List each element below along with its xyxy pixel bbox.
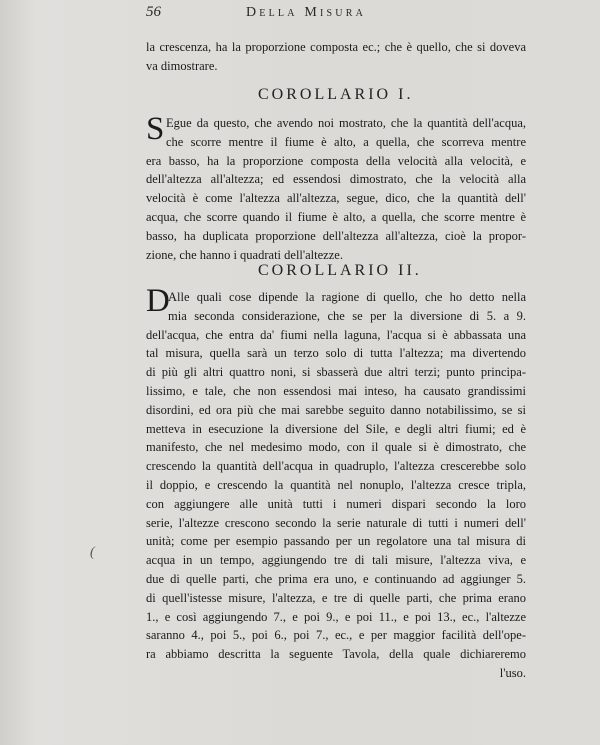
running-head: Della Misura [246,5,367,20]
text-line: lissimo, e tale, che non essendosi mai inteso, ha causato grandissimi [146,383,526,398]
text-line: Egue da questo, che avendo noi mostrato, che la quantità dell'acqua, [166,116,526,130]
text-line: che scorre mentre il fiume è alto, a quella, che scorreva mentre [166,134,526,149]
text-line: il doppio, e crescendo la quantità nel nonuplo, l'altezza cresce tripla, [146,477,526,492]
intro-paragraph [146,38,526,76]
drop-cap: D [146,283,170,319]
text-line: dell'acqua, che entra da' fiumi nella laguna, l'acqua si è abbassata una [146,327,526,342]
text-line: tal misura, quella sarà un terzo solo di tutta l'altezza; ma divertendo [146,346,526,361]
text-line: acqua, che scorre quando il fiume è alto, a quella, che scorre mentre è [146,209,526,224]
text-line: di più gli altri quattro noni, si sbasserà due altri terzi; punto principa- [146,365,526,380]
page-number: 56 [146,4,161,20]
text-line: con aggiungere alle unità tutti i numeri dispari secondo la loro [146,496,526,511]
text-line: di quell'istesse misure, l'altezza, e tre di quelle parti, che prima erano [146,590,526,605]
text-line: zione, che hanno i quadrati dell'altezze. [146,247,343,262]
text-line: manifesto, che nel medesimo modo, con il quale si è dimostrato, che [146,440,526,455]
text-line: ra abbiamo descritta la seguente Tavola, della quale dichiareremo [146,647,526,662]
text-line: crescendo la quantità dell'acqua in quadruplo, l'altezza crescerebbe solo [146,459,526,474]
corollary-2-paragraph [146,288,526,683]
text-line: va dimostrare. [146,58,218,73]
page-header [146,4,526,26]
drop-cap: S [146,111,165,147]
text-line: velocità è come l'altezza all'altezza, segue, dico, che la quantità dell' [146,191,526,206]
corollary-2-heading: COROLLARIO II. [258,262,422,279]
text-line: era basso, ha la proporzione composta della velocità alla velocità, e [146,153,526,168]
text-line: 1., e così aggiungendo 7., e poi 9., e poi 11., e poi 13., ec., l'altezze [146,609,526,624]
text-line: serie, l'altezze crescono secondo la serie naturale di tutti i numeri dell' [146,515,526,530]
text-line: acqua in un tempo, aggiungendo tre di tali misure, l'altezza viva, e [146,553,526,568]
text-line: basso, ha duplicata proporzione dell'altezza all'altezza, cioè la propor- [146,228,526,243]
text-line: Alle quali cose dipende la ragione di quello, che ho detto nella [168,290,526,304]
corollary-1-paragraph [146,111,526,264]
text-line: metteva in esecuzione la diversione del Sile, e degli altri fiumi; ed è [146,421,526,436]
text-line: disordini, ed ora più che mai sarebbe seguito danno notabilissimo, se si [146,402,526,417]
text-line: saranno 4., poi 5., poi 6., poi 7., ec., e per maggior facilità dell'ope- [146,628,526,643]
text-line: due di quelle parti, che prima era uno, e continuando ad aggiunger 5. [146,571,526,586]
text-line: l'uso. [499,665,526,680]
text-line: la crescenza, ha la proporzione composta ec.; che è quello, che si doveva [146,40,526,54]
corollary-1-heading: COROLLARIO I. [258,86,414,103]
text-line: unità; come per esempio passando per un regolatore una tal misura di [146,534,526,549]
text-line: dell'altezza all'altezza; ed essendosi dimostrato, che la velocità alla [146,172,526,187]
margin-mark: ( [90,545,95,560]
text-line: mia seconda considerazione, che se per la diversione di 5. a 9. [168,308,526,323]
